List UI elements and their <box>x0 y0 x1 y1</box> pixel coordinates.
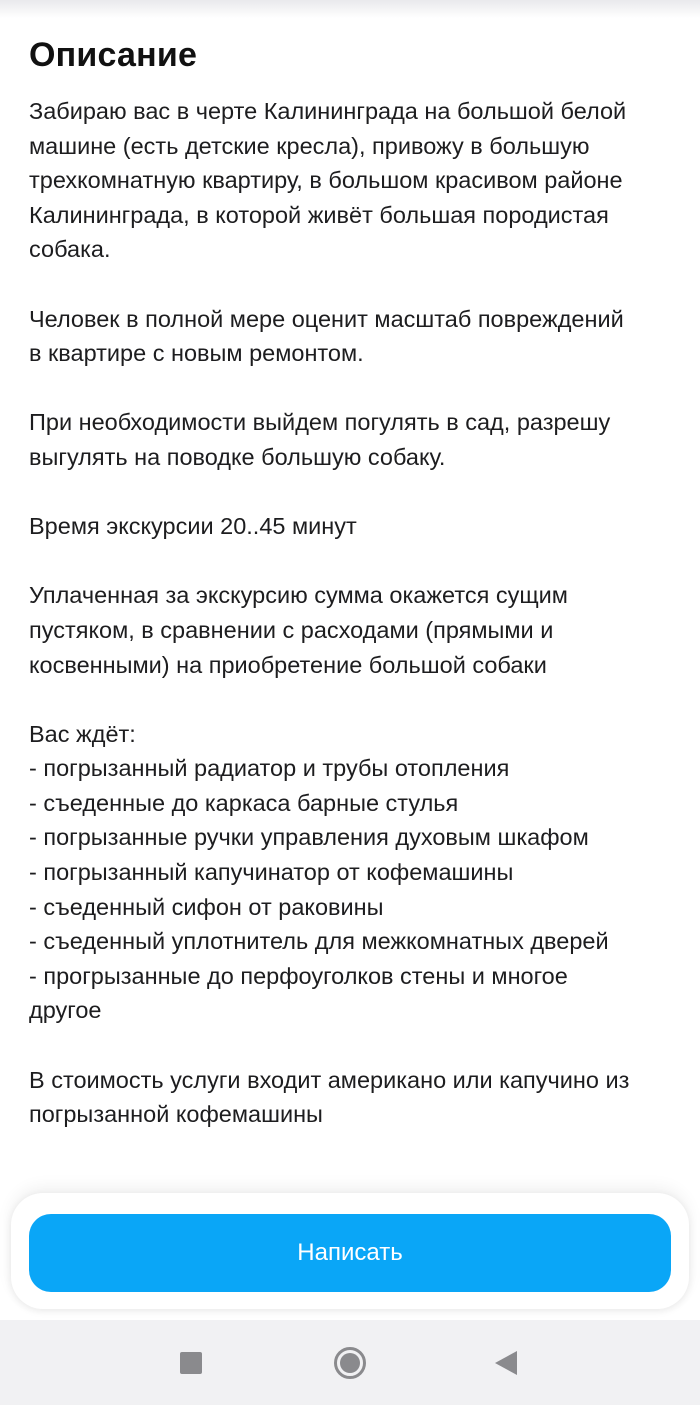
list-item: - съеденные до каркаса барные стулья <box>29 789 459 816</box>
text-line: Время экскурсии 20..45 минут <box>29 513 357 540</box>
list-item: - погрызанный радиатор и трубы отопления <box>29 755 510 782</box>
list-item: другое <box>29 997 102 1024</box>
text-line: в квартире с новым ремонтом. <box>29 340 364 367</box>
text-line: Человек в полной мере оценит масштаб повреждений <box>29 305 624 332</box>
list-heading: Вас ждёт: <box>29 720 136 747</box>
list-item: - съеденный сифон от раковины <box>29 893 384 920</box>
text-line: собака. <box>29 236 111 263</box>
text-line: косвенными) на приобретение большой собаки <box>29 651 547 678</box>
text-line: трехкомнатную квартиру, в большом красивом районе <box>29 167 623 194</box>
description-paragraph-4 <box>29 509 674 544</box>
triangle-back-icon[interactable] <box>494 1350 518 1376</box>
top-edge-shadow <box>0 0 700 18</box>
description-paragraph-5 <box>29 578 674 682</box>
text-line: В стоимость услуги входит американо или капучино из <box>29 1066 630 1093</box>
text-line: Забираю вас в черте Калининграда на большой белой <box>29 98 627 124</box>
list-item: - прогрызанные до перфоуголков стены и многое <box>29 962 568 989</box>
text-line: При необходимости выйдем погулять в сад, разрешу <box>29 409 611 436</box>
description-paragraph-1 <box>29 94 674 267</box>
description-paragraph-2 <box>29 302 674 371</box>
description-paragraph-3 <box>29 405 674 474</box>
text-line: выгулять на поводке большую собаку. <box>29 443 446 470</box>
write-message-button[interactable]: Написать <box>29 1214 671 1292</box>
text-line: пустяком, в сравнении с расходами (прямыми и <box>29 616 554 643</box>
list-item: - погрызанные ручки управления духовым шкафом <box>29 824 589 851</box>
text-line: машине (есть детские кресла), привожу в большую <box>29 132 590 159</box>
description-text <box>29 94 674 1132</box>
list-item: - погрызанный капучинатор от кофемашины <box>29 859 514 886</box>
square-icon[interactable] <box>180 1352 202 1374</box>
section-title: Описание <box>29 36 198 74</box>
text-line: Калининграда, в которой живёт большая породистая <box>29 201 609 228</box>
description-section <box>29 30 674 1166</box>
description-paragraph-7 <box>29 1063 674 1132</box>
list-item: - съеденный уплотнитель для межкомнатных дверей <box>29 928 609 955</box>
text-line: погрызанной кофемашины <box>29 1101 323 1128</box>
bottom-action-panel <box>11 1193 689 1309</box>
circle-icon[interactable] <box>333 1346 367 1380</box>
text-line: Уплаченная за экскурсию сумма окажется сущим <box>29 582 568 609</box>
description-paragraph-6 <box>29 717 674 1028</box>
